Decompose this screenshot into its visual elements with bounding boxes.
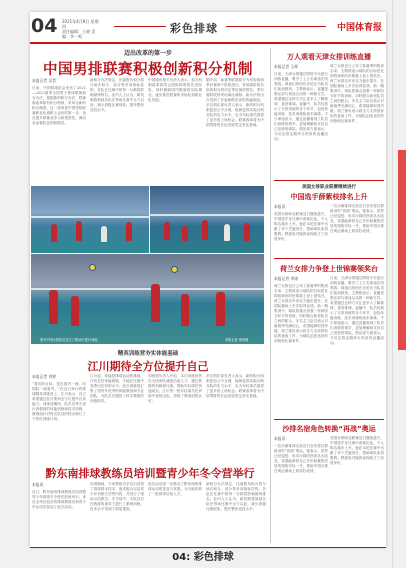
- player-figure: [216, 292, 225, 326]
- net-line: [150, 214, 264, 216]
- bottom-headline[interactable]: 黔东南排球教练员培训暨青少年冬令营举行: [45, 467, 255, 480]
- bottom-article-col-1: [32, 482, 86, 544]
- net-line: [31, 288, 264, 290]
- player-figure: [164, 222, 170, 240]
- second-kicker: 精英训练营夯实体能基础: [117, 351, 179, 357]
- second-article-col-4: [206, 374, 264, 460]
- date-line: 2021年4月8日 星期四: [62, 19, 99, 29]
- training-photo-left[interactable]: [31, 186, 149, 253]
- training-photo-main[interactable]: [31, 254, 264, 344]
- right-headline-4[interactable]: 沙排名宿角色转换“再战”奥运: [282, 425, 376, 433]
- main-body-para: 据介绍，新赛季联赛将分为常规赛和季后赛两个阶段进行。常规赛阶段各队的积分将决定季后赛的排位，季后赛阶段则采用淘汰赛制。新办法的出台受到了各参赛俱乐部的普遍欢迎。: [206, 78, 264, 102]
- section-rule-right: [226, 26, 326, 27]
- right-headline-2[interactable]: 中国选手薛紫枝排名上升: [290, 193, 368, 201]
- main-body-para: 中国排协相关负责人表示，积分机制改革将结合国际排联的先进经验，同时兼顾国内联赛的实际情况，逐步推进联赛的市场化和职业化发展。: [148, 78, 202, 102]
- right-body: 荷兰女排近日公布了新赛季的集训名单，主教练表示球队的目标是在即将到来的世锦赛上登上领奖台。荷兰女排近年来实力稳步提升，在国际赛场上多次取得佳绩。新一期集训中，球队将重点加强一传和防守环节的训练，同时磨合新老队员之间的配合。多名主力队员表示对新赛季充满信心，希望能够取得突破。荷兰排协表示将全力支持国家队的备战工作，为球队创造良好的训练和比赛条件。: [274, 284, 328, 343]
- player-figure: [202, 220, 208, 240]
- player-figure: [101, 226, 107, 242]
- bottom-body-para: 此次活动进一步推动了黔东南州排球运动的普及与发展，为当地培养了一批排球后备人才。: [148, 482, 202, 496]
- page-number: 04: [31, 15, 58, 37]
- bottom-article-col-4: [206, 482, 266, 544]
- main-headline[interactable]: 中国男排联赛积极创新积分机制: [43, 62, 253, 78]
- second-body-para: 多位俱乐部负责人表示，新的积分机制更加公平合理，能够更真实地反映各队的实力水平，也为年轻球员提供了更多的上场机会。联赛改革将为中国男排的长远发展奠定坚实基础。: [206, 374, 264, 398]
- bottom-body-para: 培训期间，专家教练为学员们讲授了排球基本技术、战术配合以及青少年训练方法等内容，并进行了现场示范教学。冬令营中，小队员们在教练的指导下进行了系统训练，技术水平得到了明显提高。: [90, 482, 144, 511]
- right-article-1-col-2: [330, 64, 384, 176]
- right-separator: [274, 180, 384, 181]
- player-figure: [151, 284, 160, 322]
- right-body: 日前，天津女排通过网络平台进行训练直播，吸引了上万名球迷在线观看。球迷们纷纷在评论区为队员们加油鼓劲。主教练表示，直播是俱乐部与球迷互动的一种新方式，希望通过这种方式让更多人了解排球、喜爱排球。直播中，队员们展示了日常训练的各个环节，包括体能训练、技术训练和战术演练。不少球迷表示，通过直播看到了队员们训练的艰辛，更加理解和支持自己喜爱的球队。俱乐部方面表示，今后还将定期举办类似的直播活动。: [274, 72, 328, 141]
- right-body: 美国女排职业联赛近日继续进行，中国选手在比赛中表现出色，个人排名稳步上升。她在本轮比赛中贡献了多个关键得分，帮助球队取得胜利。教练组对她的表现给予了高度评价。: [274, 212, 328, 241]
- photo-credit: 本报记者 徐彤摄: [225, 338, 249, 342]
- player-figure: [182, 226, 188, 241]
- net-line: [31, 216, 149, 218]
- main-body-para: 多位俱乐部负责人表示，新的积分机制更加公平合理，能够更真实地反映各队的实力水平，也为年轻球员提供了更多的上场机会。联赛改革将为中国男排的长远发展奠定坚实基础。: [206, 103, 264, 127]
- bottom-body-para: 近日，黔东南州排球教练员培训暨青少年排球冬令营在凯里举行。来自全州各县市的排球教练员和青少年运动员参加了此次活动。: [32, 490, 86, 509]
- right-body: 日前，天津女排通过网络平台进行训练直播，吸引了上万名球迷在线观看。球迷们纷纷在评论区为队员们加油鼓劲。主教练表示，直播是俱乐部与球迷互动的一种新方式，希望通过这种方式让更多人了解排球、喜爱排球。直播中，队员们展示了日常训练的各个环节，包括体能训练、技术训练和战术演练。不少球迷表示，通过直播看到了队员们训练的艰辛，更加理解和支持自己喜爱的球队。俱乐部方面表示，今后还将定期举办类似的直播活动。: [330, 276, 384, 345]
- right-byline-2: 本报讯: [274, 204, 286, 209]
- second-body-para: “我们的目标，是在国内一流、向国际一流看齐。”在近日举行的排球精英训练营上，江川表示，自己希望通过此次集训全方位提升自身能力。训练营期间，队员们每天进行高强度的体能训练和技术训练，教练组针对每名队员的特点制订了个性化训练计划。: [32, 382, 86, 421]
- second-headline[interactable]: 江川期待全方位提升自己: [87, 360, 209, 373]
- main-kicker: 迈出改革的第一步: [123, 50, 172, 57]
- player-figure: [181, 294, 189, 326]
- right-body: 荷兰女排近日公布了新赛季的集训名单，主教练表示球队的目标是在即将到来的世锦赛上登上领奖台。荷兰女排近年来实力稳步提升，在国际赛场上多次取得佳绩。新一期集训中，球队将重点加强一传和防守环节的训练，同时磨合新老队员之间的配合。多名主力队员表示对新赛季充满信心，希望能够取得突破。荷兰排协表示将全力支持国家队的备战工作，为球队创造良好的训练和比赛条件。: [330, 64, 384, 123]
- section-rule-left: [114, 26, 166, 27]
- main-article-col-3: [148, 78, 202, 182]
- player-figure: [49, 290, 58, 324]
- right-article-2-col-2: [330, 204, 384, 256]
- right-article-4-col-1: [274, 436, 328, 544]
- main-article-col-1: [32, 78, 86, 182]
- right-article-1-col-1: [274, 64, 328, 176]
- page-date: [62, 19, 102, 39]
- main-article-col-4: [206, 78, 264, 182]
- right-separator: [274, 419, 384, 420]
- player-figure: [76, 221, 82, 241]
- main-article-col-2: [90, 78, 144, 182]
- volleyball: [89, 264, 96, 271]
- right-body: 一位沙滩排球名宿近日宣布将以教练身份“再战”奥运。她表示，虽然已经退役，但对沙排的热爱从未改变，希望能够将自己多年积累的经验传授给年轻一代，帮助中国沙排在奥运赛场上取得好成绩。: [274, 444, 328, 473]
- editor-line: 责任编辑：王晓 美编：李一鸣: [62, 29, 96, 39]
- second-article-col-3: [148, 374, 202, 460]
- main-byline: 本报记者 吴哲: [32, 78, 56, 83]
- scroll-track: [392, 0, 393, 568]
- column-divider: [270, 48, 271, 543]
- second-byline: 本报记者 刘婷: [32, 374, 56, 379]
- page-footer-label[interactable]: 04: 彩色排球: [172, 552, 234, 563]
- right-separator: [274, 258, 384, 259]
- right-byline-1: 本报记者 王辉: [274, 64, 298, 69]
- second-body-para: 江川说，体能是排球运动的基础，只有打好体能基础，才能在比赛中发挥出应有的水平。此次训练营汇集了国内外优秀的体能教练和专业团队，为队员们提供了科学系统的训练指导。: [90, 374, 144, 403]
- second-article-col-2: [90, 374, 144, 460]
- newspaper-logo: 中国体育报: [336, 23, 382, 33]
- bottom-byline: 本报讯: [32, 482, 44, 487]
- right-headline-1[interactable]: 万人观看天津女排训练直播: [287, 53, 371, 61]
- right-article-4-col-2: [330, 436, 384, 544]
- player-figure: [51, 224, 57, 242]
- bottom-article-col-3: [148, 482, 202, 544]
- page-header: [30, 12, 386, 44]
- bottom-body-para: 新积分办法规定，比赛胜负积分将与场次积分、局分等多项指标挂钩，各队在比赛中的每一分都将影响最终排名。业内人士认为，新机制将鼓励各队在每场比赛中全力以赴，减少消极比赛现象，提升整体竞技水平。: [206, 482, 266, 511]
- player-figure: [224, 224, 230, 241]
- right-article-3-col-2: [330, 276, 384, 416]
- page-tab-handle[interactable]: [398, 150, 406, 350]
- right-byline-3: 本报记者 李刚: [274, 276, 298, 281]
- bottom-article-col-2: [90, 482, 144, 544]
- second-body-para: 训练营负责人介绍，本次训练营旨在为国家队储备后备人才，通过系统的训练和比赛，帮助年轻球员快速成长。江川等一批年轻球员在训练中表现出色，得到了教练组的认可。: [148, 374, 202, 403]
- photo-caption: 图为中国女排队员在江门集训中进行训练。: [40, 338, 101, 342]
- right-body: 美国女排职业联赛近日继续进行，中国选手在比赛中表现出色，个人排名稳步上升。她在本轮比赛中贡献了多个关键得分，帮助球队取得胜利。教练组对她的表现给予了高度评价。: [330, 436, 384, 465]
- section-title: 彩色排球: [170, 22, 218, 35]
- training-photo-right[interactable]: [150, 186, 264, 253]
- right-article-3-col-1: [274, 276, 328, 416]
- right-headline-3[interactable]: 荷兰女排力争登上世锦赛领奖台: [280, 265, 378, 273]
- volleyball: [171, 266, 178, 273]
- player-figure: [244, 223, 250, 241]
- right-body: 一位沙滩排球名宿近日宣布将以教练身份“再战”奥运。她表示，虽然已经退役，但对沙排的热爱从未改变，希望能够将自己多年积累的经验传授给年轻一代，帮助中国沙排在奥运赛场上取得好成绩。: [330, 204, 384, 233]
- second-article-col-1: [32, 374, 86, 460]
- newspaper-page: [30, 12, 386, 547]
- right-byline-4: 本报讯: [274, 436, 286, 441]
- player-figure: [71, 296, 79, 326]
- player-figure: [126, 222, 132, 241]
- right-kicker-2: 美国女排职业联赛继续进行: [302, 185, 356, 190]
- main-body-para: 新积分办法规定，比赛胜负积分将与场次积分、局分等多项指标挂钩，各队在比赛中的每一分都将影响最终排名。业内人士认为，新机制将鼓励各队在每场比赛中全力以赴，减少消极比赛现象，提升整体竞技水平。: [90, 78, 144, 112]
- right-article-2-col-1: [274, 204, 328, 256]
- main-body-para: 日前，中国排球协会发布了2021—2022赛季全国男子排球联赛积分办法，根据新的积分办法，联赛将改革原有积分机制，采用全新的积分制度。这一改革是中国男排联赛职业化道路上迈出的第一步，旨在提升联赛竞争力和观赏性，调动各参赛队伍的积极性。: [32, 86, 86, 125]
